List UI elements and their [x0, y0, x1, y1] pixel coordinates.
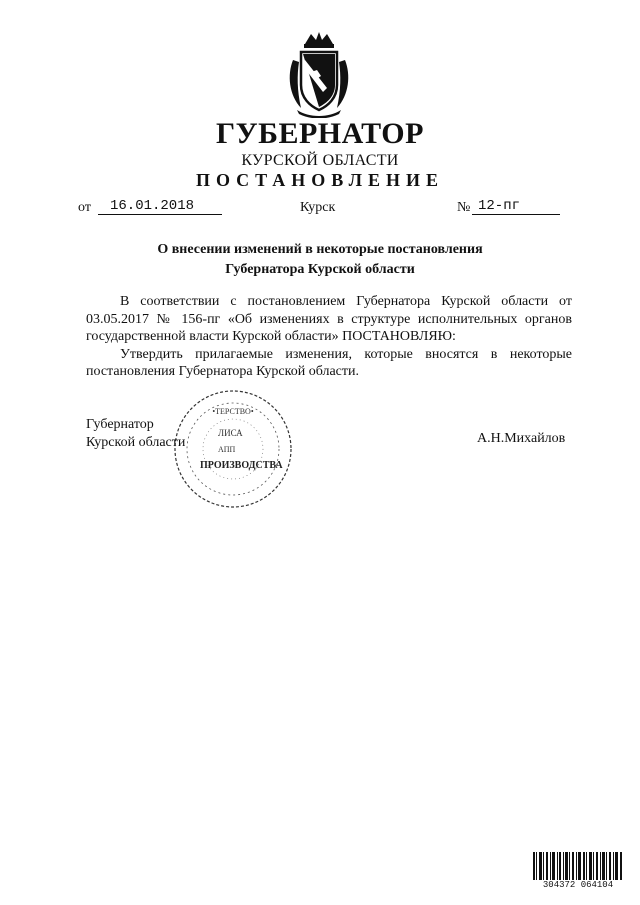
signatory-name: А.Н.Михайлов [477, 431, 566, 446]
document-authority-title: ГУБЕРНАТОР [216, 117, 424, 150]
coat-of-arms-icon [283, 30, 355, 118]
svg-text:ЛИСА: ЛИСА [218, 428, 243, 438]
signatory-position-line-1: Губернатор [86, 417, 154, 432]
svg-text:•ТЕРСТВО•: •ТЕРСТВО• [212, 407, 254, 416]
signatory-position [86, 416, 185, 452]
date-label: от [78, 200, 91, 215]
official-seal-stamp [170, 386, 296, 512]
barcode-number: 304372 064104 [531, 880, 625, 890]
number-label: № [457, 200, 471, 215]
document-city: Курск [300, 200, 336, 215]
signatory-position-line-2: Курской области [86, 435, 186, 450]
document-date: 16.01.2018 [98, 198, 222, 215]
subject-line-1: О внесении изменений в некоторые постановления [157, 242, 483, 257]
svg-text:АПП: АПП [218, 445, 236, 454]
document-number: 12-пг [472, 198, 560, 215]
svg-text:ПРОИЗВОДСТВА: ПРОИЗВОДСТВА [200, 460, 283, 471]
body-paragraph-1: В соответствии с постановлением Губернатора Курской области от 03.05.2017 № 156-пг «Об изменениях в структуре исполнительных органов государственной власти Курской области» ПОСТАНОВЛЯЮ: [86, 294, 572, 344]
body-paragraph-2: Утвердить прилагаемые изменения, которые вносятся в некоторые постановления Губернатора Курской области. [86, 346, 572, 379]
document-authority-region: КУРСКОЙ ОБЛАСТИ [241, 152, 399, 169]
document-type: ПОСТАНОВЛЕНИЕ [195, 170, 445, 190]
subject-line-2: Губернатора Курской области [225, 262, 415, 277]
document-subject [0, 240, 640, 280]
document-body [86, 293, 572, 381]
